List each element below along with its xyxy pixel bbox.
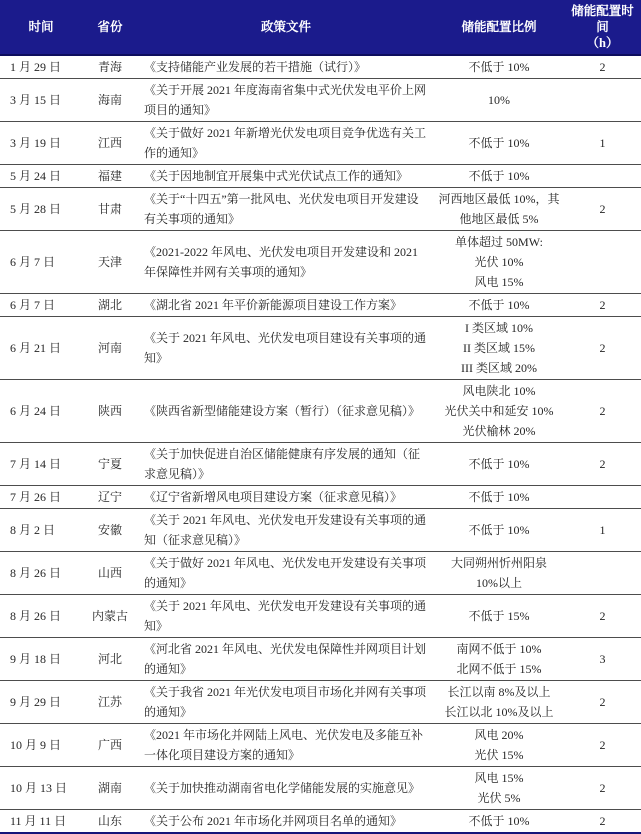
table-body: [0, 55, 641, 833]
cell-province: 海南: [82, 79, 138, 122]
cell-time: 6 月 21 日: [0, 317, 82, 380]
ratio-line: 南网不低于 10%: [456, 642, 542, 656]
cell-province: 河北: [82, 638, 138, 681]
cell-policy: 《陕西省新型储能建设方案（暂行）（征求意见稿）》: [138, 380, 434, 443]
cell-ratio: [434, 317, 564, 380]
cell-ratio: [434, 767, 564, 810]
cell-province: 安徽: [82, 509, 138, 552]
cell-hours: 2: [564, 595, 641, 638]
cell-time: 9 月 18 日: [0, 638, 82, 681]
table-row: [0, 55, 641, 79]
cell-province: 江苏: [82, 681, 138, 724]
cell-hours: [564, 165, 641, 188]
cell-time: 6 月 7 日: [0, 231, 82, 294]
cell-hours: 2: [599, 60, 606, 74]
cell-ratio: [434, 552, 564, 595]
cell-hours: 1: [564, 509, 641, 552]
cell-hours: 2: [564, 380, 641, 443]
ratio-line: 不低于 10%: [468, 136, 530, 150]
cell-ratio: [434, 380, 564, 443]
table-row: [0, 122, 641, 165]
cell-province: 山西: [82, 552, 138, 595]
cell-ratio: [434, 294, 564, 317]
cell-policy: 《关于做好 2021 年风电、光伏发电开发建设有关事项的通知》: [138, 552, 434, 595]
cell-policy: 《2021-2022 年风电、光伏发电项目开发建设和 2021 年保障性并网有关事项的通知》: [138, 231, 434, 294]
cell-policy: 《2021 年市场化并网陆上风电、光伏发电及多能互补一体化项目建设方案的通知》: [138, 724, 434, 767]
ratio-line: 10%以上: [476, 576, 522, 590]
ratio-line: 10%: [488, 93, 510, 107]
cell-ratio: [434, 165, 564, 188]
cell-ratio: [434, 724, 564, 767]
ratio-line: 风电陕北 10%: [462, 384, 536, 398]
cell-province: 湖北: [82, 294, 138, 317]
cell-time: 9 月 29 日: [0, 681, 82, 724]
table-row: [0, 681, 641, 724]
cell-policy: 《关于加快推动湖南省电化学储能发展的实施意见》: [138, 767, 434, 810]
cell-policy: 《河北省 2021 年风电、光伏发电保障性并网项目计划的通知》: [138, 638, 434, 681]
cell-ratio: [434, 509, 564, 552]
ratio-line: 不低于 10%: [468, 457, 530, 471]
cell-province: 广西: [82, 724, 138, 767]
table-row: [0, 165, 641, 188]
cell-hours: 2: [564, 294, 641, 317]
ratio-line: 光伏 10%: [474, 255, 524, 269]
ratio-line: 长江以南 8%及以上: [447, 685, 551, 699]
cell-time: 5 月 24 日: [0, 165, 82, 188]
header-policy: 政策文件: [138, 0, 434, 55]
cell-time: 10 月 9 日: [0, 724, 82, 767]
header-ratio: 储能配置比例: [434, 0, 564, 55]
cell-hours: 2: [564, 724, 641, 767]
cell-policy: 《关于 2021 年风电、光伏发电项目建设有关事项的通知》: [138, 317, 434, 380]
cell-province: 甘肃: [82, 188, 138, 231]
cell-time: 8 月 26 日: [0, 552, 82, 595]
cell-hours: [564, 486, 641, 509]
cell-hours: 2: [564, 767, 641, 810]
cell-hours: 2: [564, 443, 641, 486]
cell-ratio: [434, 681, 564, 724]
cell-ratio: [434, 122, 564, 165]
cell-policy: 《关于 2021 年风电、光伏发电开发建设有关事项的通知》: [138, 595, 434, 638]
ratio-line: 河西地区最低 10%，其他地区最低 5%: [438, 192, 560, 226]
cell-time: 10 月 13 日: [0, 767, 82, 810]
ratio-line: 光伏 15%: [474, 748, 524, 762]
cell-hours: [564, 552, 641, 595]
cell-time: 6 月 24 日: [0, 380, 82, 443]
table-row: [0, 294, 641, 317]
cell-province: 湖南: [82, 767, 138, 810]
table-row: [0, 767, 641, 810]
ratio-line: 不低于 10%: [468, 298, 530, 312]
table-row: [0, 79, 641, 122]
table-row: [0, 810, 641, 834]
ratio-line: 光伏 5%: [477, 791, 521, 805]
cell-hours: 3: [564, 638, 641, 681]
cell-policy: 《关于因地制宜开展集中式光伏试点工作的通知》: [138, 165, 434, 188]
cell-ratio: [434, 231, 564, 294]
cell-hours: [564, 79, 641, 122]
ratio-line: 风电 15%: [474, 771, 524, 785]
cell-time: 1 月 29 日: [10, 60, 62, 74]
ratio-line: 长江以北 10%及以上: [444, 705, 554, 719]
table-row: [0, 188, 641, 231]
ratio-line: III 类区域 20%: [461, 361, 537, 375]
ratio-line: 风电 20%: [474, 728, 524, 742]
cell-province: 辽宁: [82, 486, 138, 509]
cell-policy: 《关于 2021 年风电、光伏发电开发建设有关事项的通知（征求意见稿）》: [138, 509, 434, 552]
ratio-line: 不低于 10%: [468, 490, 530, 504]
table-header: [0, 0, 641, 55]
cell-policy: 《湖北省 2021 年平价新能源项目建设工作方案》: [138, 294, 434, 317]
ratio-line: 光伏榆林 20%: [462, 424, 536, 438]
cell-time: 3 月 15 日: [0, 79, 82, 122]
ratio-line: 不低于 15%: [468, 609, 530, 623]
cell-time: 7 月 14 日: [0, 443, 82, 486]
table-row: [0, 380, 641, 443]
cell-ratio: [434, 79, 564, 122]
cell-ratio: [434, 486, 564, 509]
cell-hours: [564, 231, 641, 294]
cell-province: 青海: [97, 60, 122, 74]
cell-ratio: [434, 188, 564, 231]
header-province: 省份: [82, 0, 138, 55]
cell-policy: 《辽宁省新增风电项目建设方案（征求意见稿）》: [138, 486, 434, 509]
header-hours-unit: （h）: [586, 36, 619, 50]
table-row: [0, 443, 641, 486]
cell-hours: 2: [564, 188, 641, 231]
cell-ratio: [434, 55, 564, 79]
cell-province: 福建: [82, 165, 138, 188]
cell-policy: 《关于做好 2021 年新增光伏发电项目竞争优选有关工作的通知》: [138, 122, 434, 165]
ratio-line: 不低于 10%: [468, 60, 530, 74]
cell-ratio: [434, 810, 564, 834]
cell-policy: 《关于我省 2021 年光伏发电项目市场化并网有关事项的通知》: [138, 681, 434, 724]
cell-time: 8 月 2 日: [0, 509, 82, 552]
ratio-line: 不低于 10%: [468, 523, 530, 537]
cell-ratio: [434, 443, 564, 486]
cell-policy: 《关于公布 2021 年市场化并网项目名单的通知》: [138, 810, 434, 834]
table-row: [0, 509, 641, 552]
cell-hours: 2: [564, 681, 641, 724]
cell-province: 天津: [82, 231, 138, 294]
ratio-line: 光伏关中和延安 10%: [444, 404, 554, 418]
cell-time: 5 月 28 日: [0, 188, 82, 231]
ratio-line: I 类区域 10%: [465, 321, 533, 335]
cell-province: 内蒙古: [82, 595, 138, 638]
cell-time: 3 月 19 日: [0, 122, 82, 165]
ratio-line: 不低于 10%: [468, 169, 530, 183]
cell-policy: 《关于加快促进自治区储能健康有序发展的通知（征求意见稿）》: [138, 443, 434, 486]
cell-province: 宁夏: [82, 443, 138, 486]
ratio-line: II 类区域 15%: [463, 341, 535, 355]
cell-time: 8 月 26 日: [0, 595, 82, 638]
cell-hours: 1: [564, 122, 641, 165]
table-row: [0, 486, 641, 509]
cell-ratio: [434, 595, 564, 638]
cell-province: 河南: [82, 317, 138, 380]
cell-policy: 《关于“十四五”第一批风电、光伏发电项目开发建设有关事项的通知》: [138, 188, 434, 231]
ratio-line: 不低于 10%: [468, 814, 530, 828]
cell-province: 山东: [82, 810, 138, 834]
ratio-line: 北网不低于 15%: [456, 662, 542, 676]
header-hours-label: 储能配置时间: [571, 4, 634, 34]
table-row: [0, 638, 641, 681]
ratio-line: 单体超过 50MW:: [455, 235, 543, 249]
header-hours: [564, 0, 641, 55]
cell-time: 6 月 7 日: [0, 294, 82, 317]
table-row: [0, 552, 641, 595]
table-row: [0, 317, 641, 380]
header-time: 时间: [0, 0, 82, 55]
cell-time: 11 月 11 日: [0, 810, 82, 834]
cell-time: 7 月 26 日: [0, 486, 82, 509]
cell-ratio: [434, 638, 564, 681]
cell-policy: 《支持储能产业发展的若干措施（试行）》: [144, 60, 367, 74]
header-row: [0, 0, 641, 55]
cell-province: 江西: [82, 122, 138, 165]
cell-hours: 2: [564, 317, 641, 380]
ratio-line: 风电 15%: [474, 275, 524, 289]
table-row: [0, 231, 641, 294]
cell-hours: 2: [564, 810, 641, 834]
table-row: [0, 724, 641, 767]
ratio-line: 大同朔州忻州阳泉: [450, 556, 547, 570]
cell-province: 陕西: [82, 380, 138, 443]
cell-policy: 《关于开展 2021 年度海南省集中式光伏发电平价上网项目的通知》: [138, 79, 434, 122]
table-row: [0, 595, 641, 638]
